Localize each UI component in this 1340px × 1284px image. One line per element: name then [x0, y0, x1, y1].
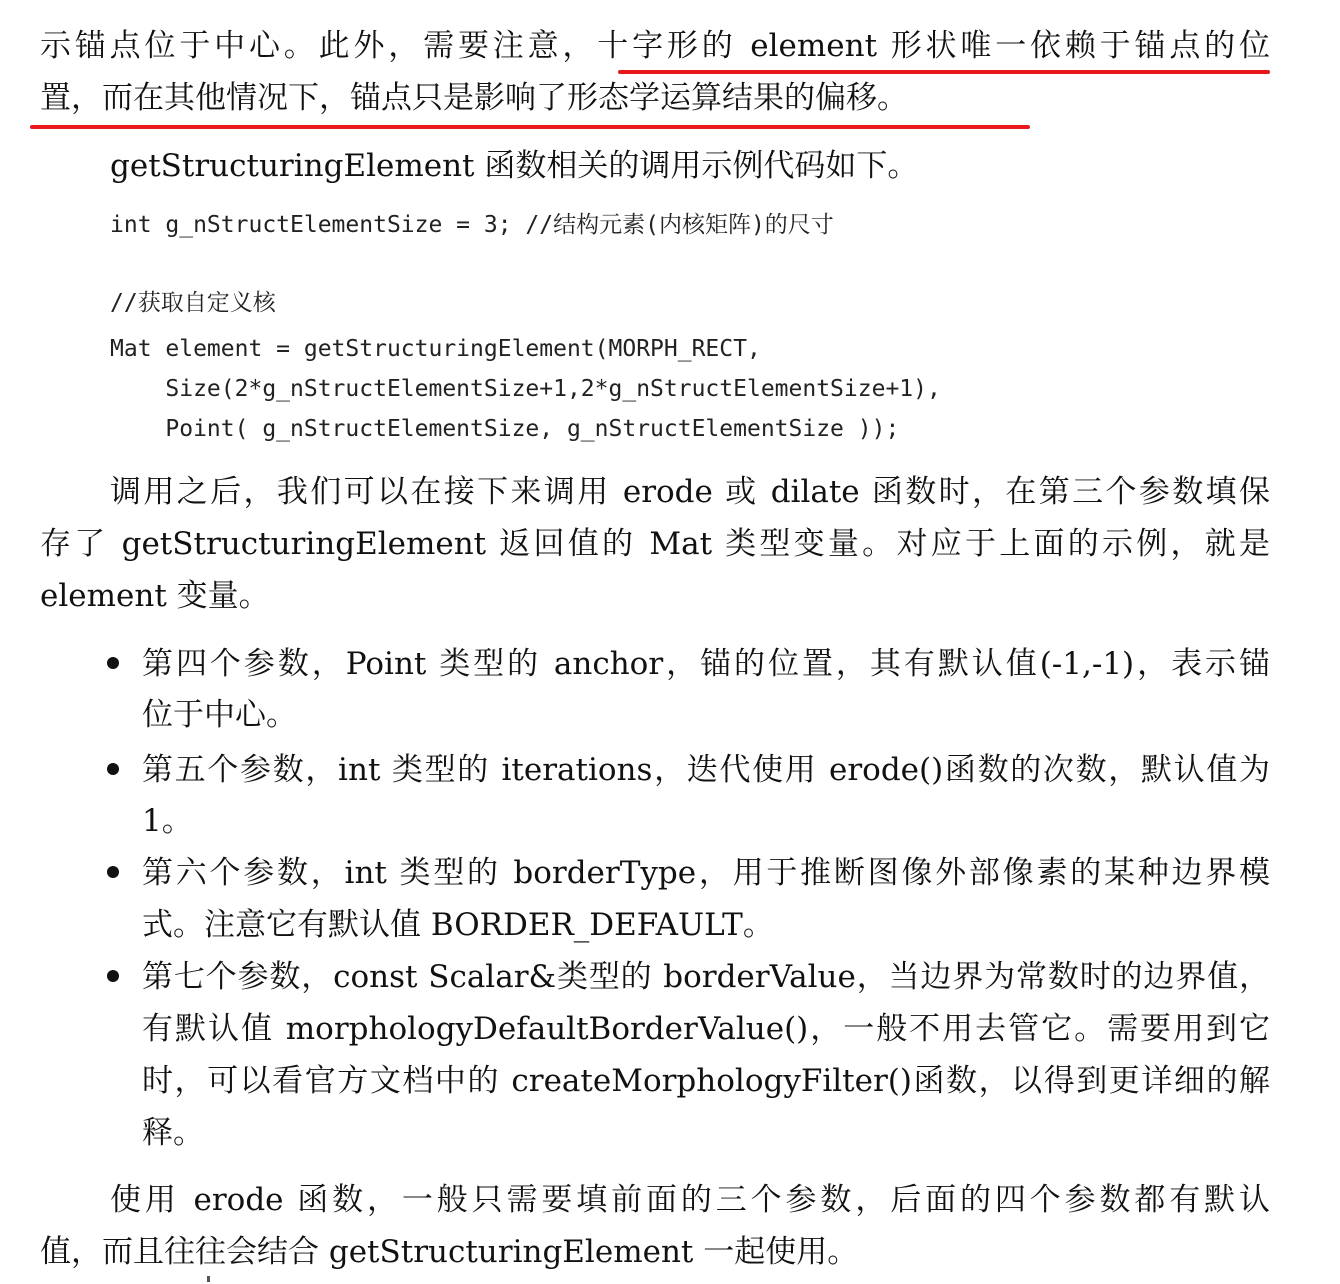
intro-line-1: 示锚点位于中心。此外，需要注意，十字形的 element 形状唯一依赖于锚点的位: [40, 28, 1270, 64]
bullet-5-line-2: 1。: [142, 803, 193, 839]
closing-line-1: 使用 erode 函数，一般只需要填前面的三个参数，后面的四个参数都有默认: [110, 1182, 1270, 1218]
code-line-1: int g_nStructElementSize = 3; //结构元素(内核矩阵)的尺寸: [110, 212, 834, 238]
code-line-4: Size(2*g_nStructElementSize+1,2*g_nStructElementSize+1),: [110, 376, 941, 402]
bullet-dot: [107, 657, 119, 669]
bullet-7-line-2: 有默认值 morphologyDefaultBorderValue()，一般不用去管它。需要用到它: [142, 1011, 1270, 1047]
bullet-7-line-4: 释。: [142, 1115, 204, 1151]
red-underline-1: [618, 70, 1270, 74]
scan-speck: [207, 1276, 210, 1282]
bullet-7-line-1: 第七个参数，const Scalar&类型的 borderValue，当边界为常数时的边界值，: [142, 959, 1270, 995]
example-intro: getStructuringElement 函数相关的调用示例代码如下。: [110, 148, 919, 184]
code-line-3: Mat element = getStructuringElement(MORPH_RECT,: [110, 336, 761, 362]
after-call-line-3: element 变量。: [40, 578, 270, 614]
closing-line-2: 值，而且往往会结合 getStructuringElement 一起使用。: [40, 1234, 859, 1270]
red-underline-2: [30, 125, 1030, 129]
bullet-6-line-2: 式。注意它有默认值 BORDER_DEFAULT。: [142, 907, 774, 943]
bullet-7-line-3: 时，可以看官方文档中的 createMorphologyFilter()函数，以得到更详细的解: [142, 1063, 1270, 1099]
bullet-4-line-1: 第四个参数，Point 类型的 anchor，锚的位置，其有默认值(-1,-1)，表示锚: [142, 646, 1270, 682]
bullet-dot: [107, 763, 119, 775]
after-call-line-1: 调用之后，我们可以在接下来调用 erode 或 dilate 函数时，在第三个参数填保: [110, 474, 1270, 510]
intro-line-2: 置，而在其他情况下，锚点只是影响了形态学运算结果的偏移。: [40, 80, 908, 116]
bullet-5-line-1: 第五个参数，int 类型的 iterations，迭代使用 erode()函数的次数，默认值为: [142, 752, 1270, 788]
code-line-5: Point( g_nStructElementSize, g_nStructElementSize ));: [110, 416, 900, 442]
bullet-dot: [107, 866, 119, 878]
bullet-dot: [107, 970, 119, 982]
code-comment-line: //获取自定义核: [110, 290, 276, 316]
after-call-line-2: 存了 getStructuringElement 返回值的 Mat 类型变量。对应于上面的示例，就是: [40, 526, 1270, 562]
bullet-4-line-2: 位于中心。: [142, 697, 297, 733]
bullet-6-line-1: 第六个参数，int 类型的 borderType，用于推断图像外部像素的某种边界模: [142, 855, 1270, 891]
